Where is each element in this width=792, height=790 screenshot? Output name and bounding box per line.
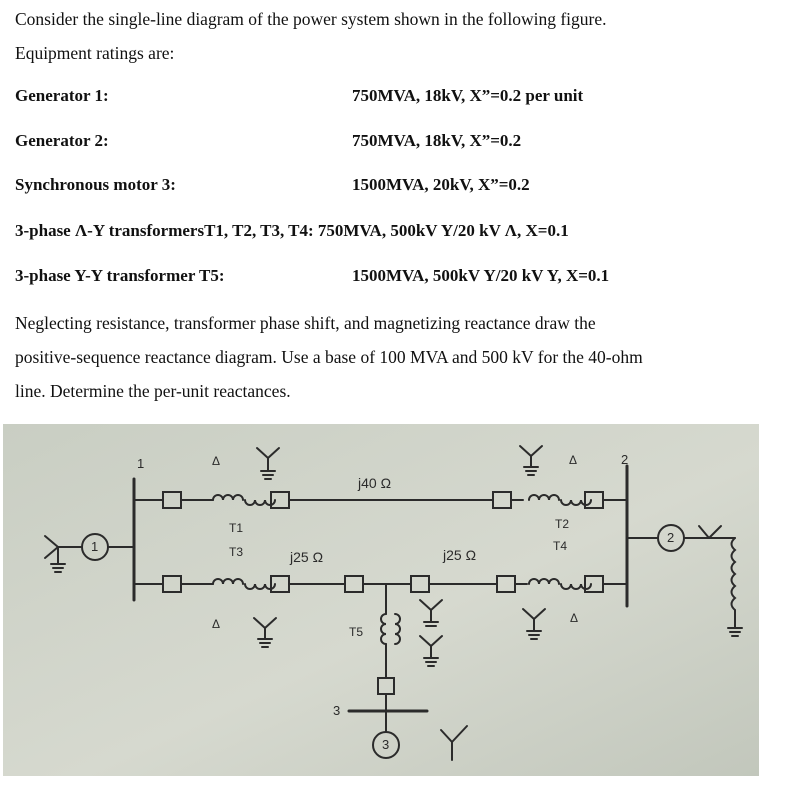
generator-1-label: 1	[91, 539, 99, 554]
instructions-line-3: line. Determine the per-unit reactances.	[15, 381, 291, 401]
rating-label: Generator 2:	[15, 131, 109, 150]
transformer-t5-label: T5	[349, 625, 364, 639]
bus-3-label: 3	[333, 703, 341, 718]
instructions-line-1: Neglecting resistance, transformer phase shift, and magnetizing reactance draw the	[15, 313, 596, 333]
rating-value: 750MVA, 18kV, X”=0.2 per unit	[352, 86, 584, 105]
t2-delta-symbol: Δ	[569, 453, 578, 467]
line-25-ohm-right-label: j25 Ω	[443, 547, 477, 563]
rating-row-generator-1	[15, 86, 785, 110]
t4-delta-symbol: Δ	[570, 611, 579, 625]
intro-paragraph	[15, 2, 775, 70]
line-40-ohm-label: j40 Ω	[358, 475, 392, 491]
rating-row-transformers-t1-t4	[15, 221, 785, 245]
rating-label: 3-phase Y-Y transformer T5:	[15, 266, 225, 285]
generator-2-label: 2	[667, 530, 675, 545]
instructions-line-2: positive-sequence reactance diagram. Use a base of 100 MVA and 500 kV for the 40-ohm	[15, 347, 643, 367]
transformer-t4-label: T4	[553, 539, 568, 553]
intro-line-2: Equipment ratings are:	[15, 43, 175, 63]
t3-delta-symbol: Δ	[212, 617, 221, 631]
t1-delta-symbol: Δ	[212, 454, 221, 468]
transformer-t2-label: T2	[555, 517, 570, 531]
rating-row-generator-2	[15, 131, 785, 155]
bus-2-label: 2	[621, 452, 629, 467]
rating-label: 3-phase Λ-Y transformersT1, T2, T3, T4: 750MVA, 500kV Y/20 kV Λ, X=0.1	[15, 221, 569, 240]
motor-3-label: 3	[382, 737, 390, 752]
bus-1-label: 1	[137, 456, 145, 471]
rating-row-transformer-t5	[15, 266, 785, 290]
rating-value: 1500MVA, 500kV Y/20 kV Y, X=0.1	[352, 266, 610, 285]
rating-value: 1500MVA, 20kV, X”=0.2	[352, 175, 530, 194]
transformer-t3-label: T3	[229, 545, 244, 559]
instructions-paragraph	[15, 306, 775, 408]
rating-value: 750MVA, 18kV, X”=0.2	[352, 131, 522, 150]
rating-row-motor-3	[15, 175, 785, 199]
transformer-t1-label: T1	[229, 521, 244, 535]
single-line-diagram-figure	[3, 424, 759, 776]
intro-line-1: Consider the single-line diagram of the power system shown in the following figure.	[15, 9, 607, 29]
diagram-svg	[3, 424, 759, 776]
rating-label: Synchronous motor 3:	[15, 175, 176, 194]
rating-label: Generator 1:	[15, 86, 109, 105]
line-25-ohm-left-label: j25 Ω	[290, 549, 324, 565]
